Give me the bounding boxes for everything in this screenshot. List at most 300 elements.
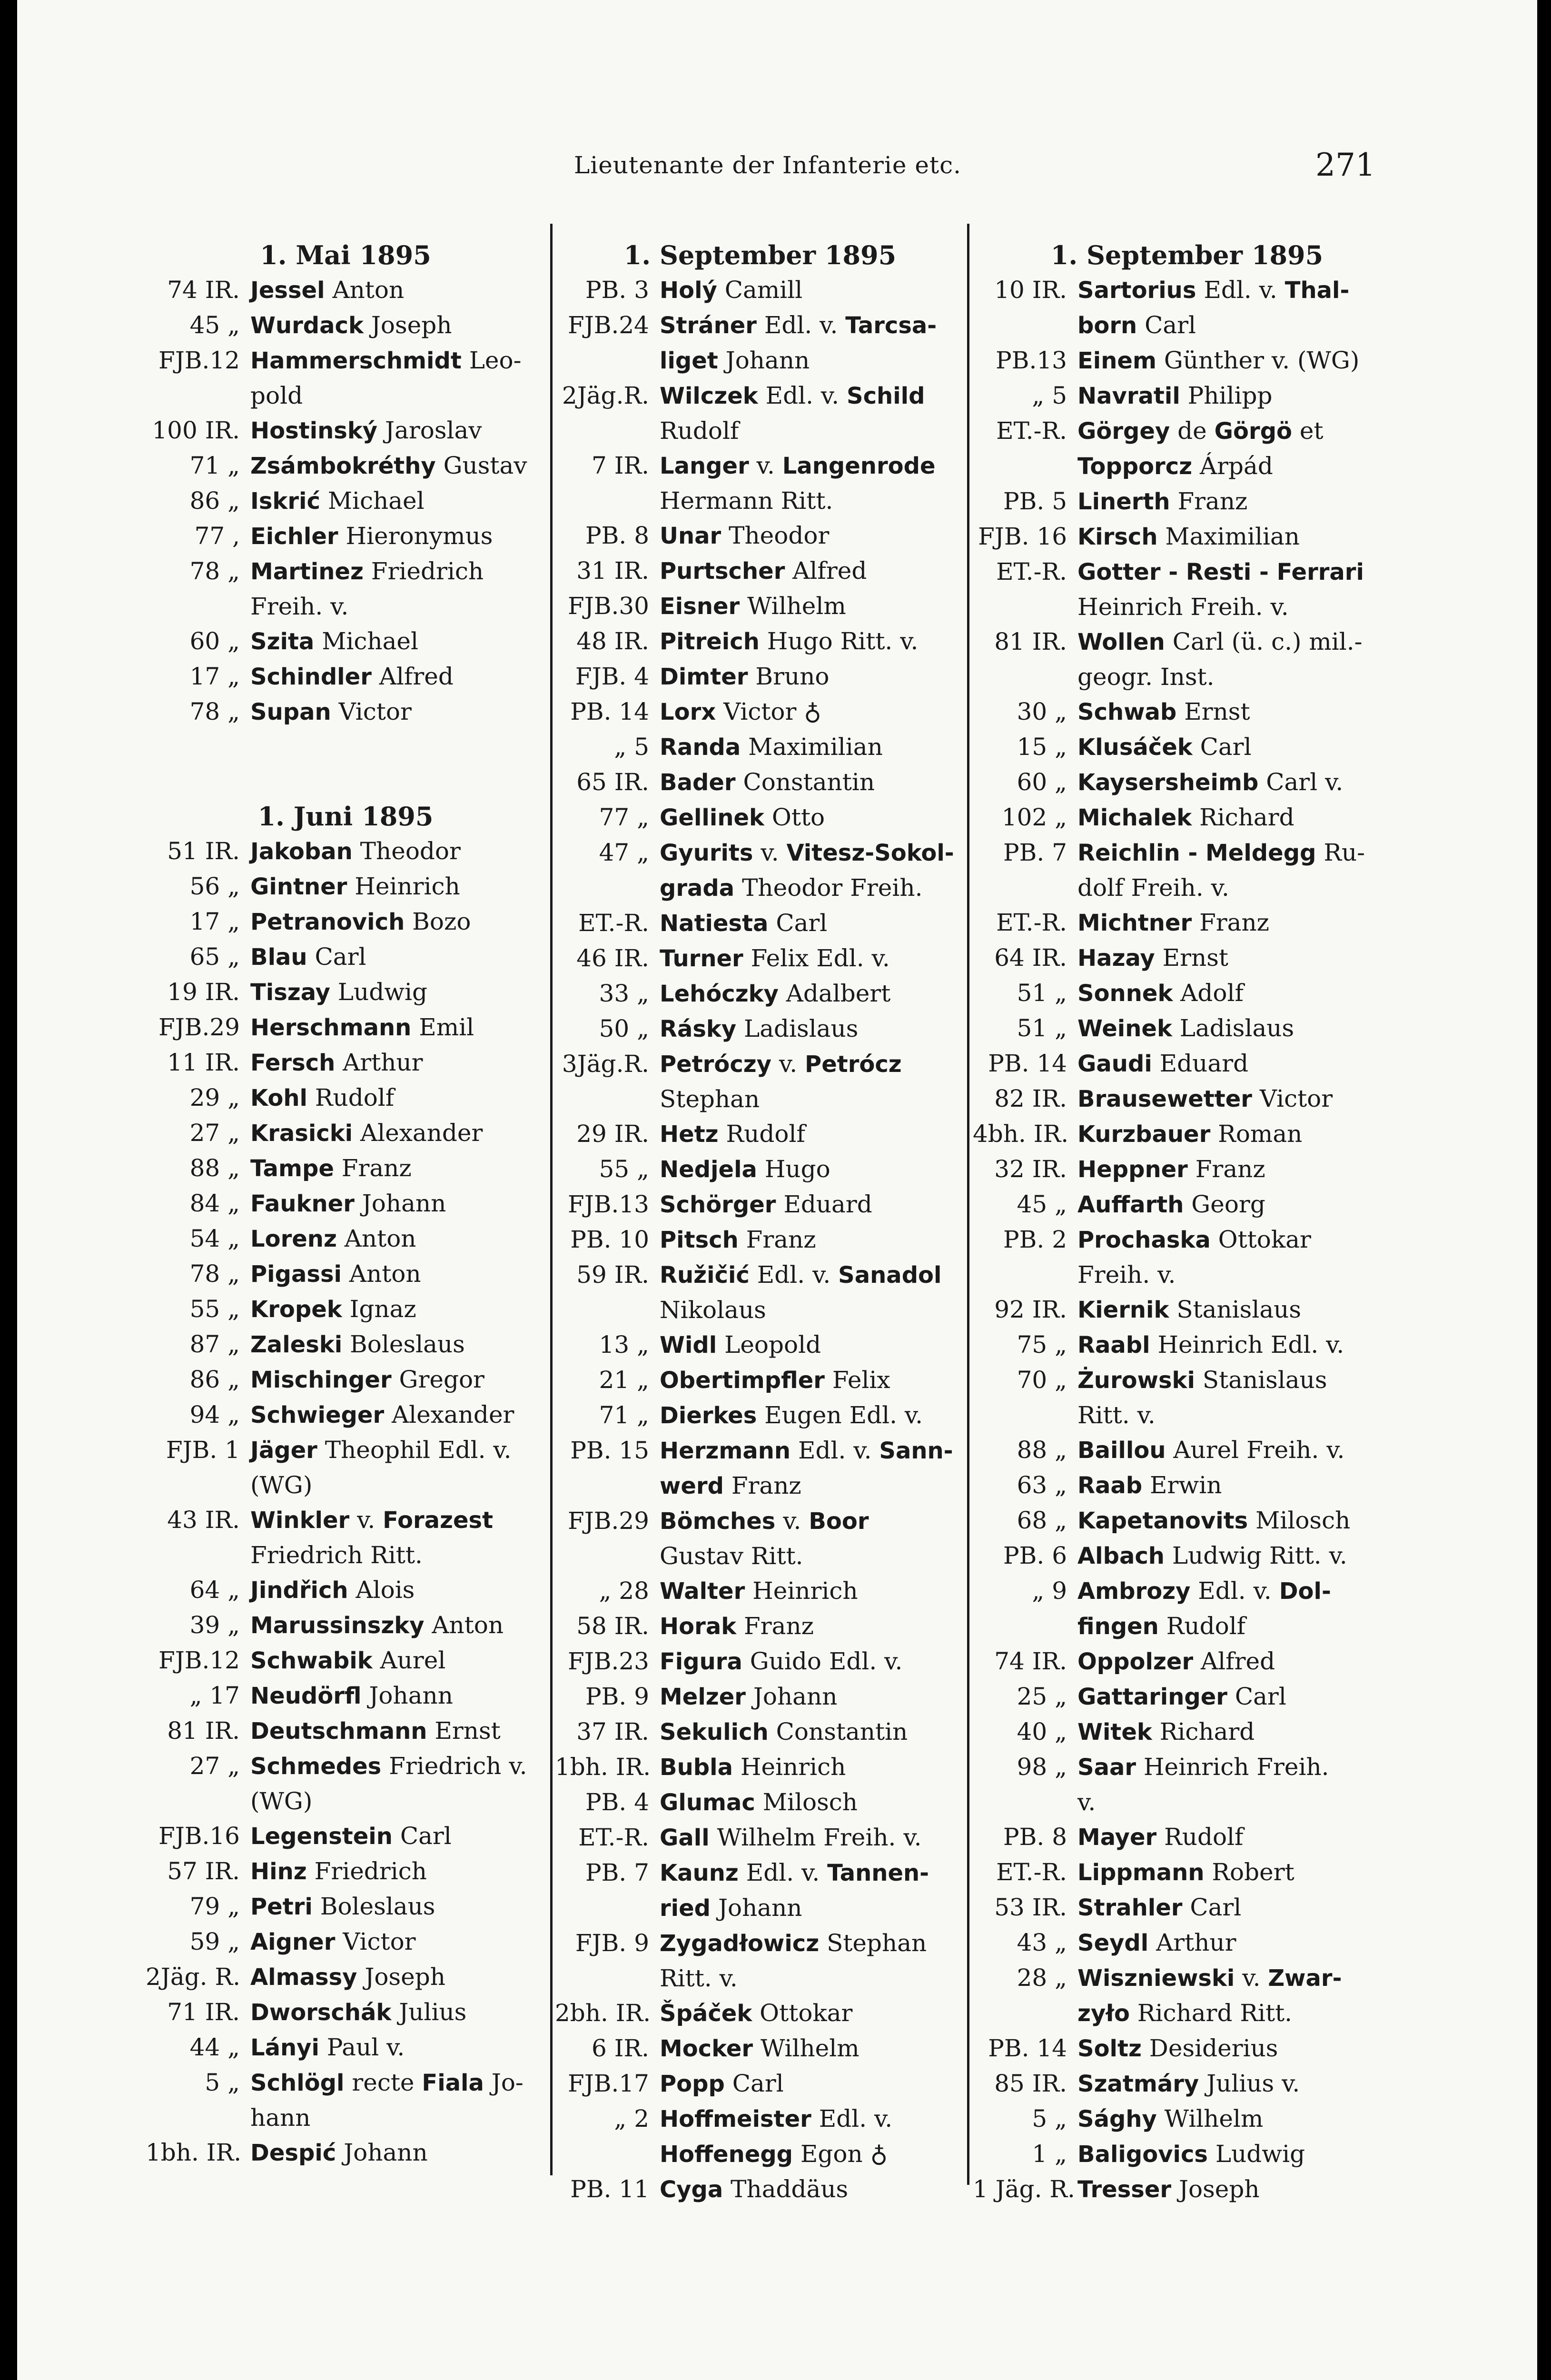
given-names: Stephan	[819, 1929, 927, 1957]
roster-entry	[555, 1820, 965, 1855]
given-names: Anton	[325, 276, 405, 304]
regiment-label: 88 „	[1017, 1436, 1067, 1464]
entry-text	[250, 308, 545, 343]
entry-line	[250, 2101, 545, 2135]
given-names: Theodor Freih.	[734, 874, 923, 902]
surname: Einem	[1077, 347, 1156, 374]
entry-line	[1077, 694, 1401, 730]
given-names: Friedrich	[363, 557, 484, 585]
entry-line	[1077, 941, 1401, 976]
given-names: Hugo	[757, 1155, 830, 1183]
entry-text	[250, 2065, 545, 2135]
given-names: Ignaz	[342, 1295, 416, 1323]
roster-entry	[555, 2102, 965, 2172]
entry-line	[250, 2135, 545, 2171]
regiment-label: PB. 10	[570, 1226, 649, 1253]
regiment-label: PB.13	[996, 347, 1067, 374]
surname: Stráner	[660, 312, 757, 339]
surname: Purtscher	[660, 558, 785, 585]
entry-line	[1077, 378, 1401, 414]
roster-entry	[146, 1292, 545, 1327]
regiment-label: FJB.29	[158, 1013, 240, 1041]
given-names: Michael	[320, 487, 425, 515]
regiment-label: FJB.16	[158, 1822, 240, 1850]
entry-text	[250, 2030, 545, 2065]
entry-text	[660, 1715, 965, 1750]
entry-text	[250, 975, 545, 1010]
roster-entry	[973, 1222, 1401, 1292]
surname: Szatmáry	[1077, 2071, 1199, 2097]
given-names: v.	[1235, 1964, 1268, 1992]
entry-line	[1077, 1609, 1401, 1644]
given-names: Richard	[1152, 1718, 1255, 1745]
roster-entry	[973, 976, 1401, 1011]
surname: Supan	[250, 699, 331, 725]
regiment-label: „ 28	[599, 1577, 649, 1605]
roster-entry	[973, 414, 1401, 484]
regiment-label: FJB.12	[158, 1646, 240, 1674]
given-names: Constantin	[768, 1718, 908, 1745]
roster-entry	[555, 1433, 965, 1504]
entry-text	[1077, 2102, 1401, 2137]
roster-entry	[146, 834, 545, 869]
surname: Horak	[660, 1613, 737, 1640]
surname: Obertimpfler	[660, 1367, 825, 1394]
surname: liget	[660, 347, 718, 374]
roster-entry	[973, 1363, 1401, 1433]
entry-text	[660, 730, 965, 765]
given-names: Heinrich	[745, 1577, 858, 1605]
given-names: Milosch	[1248, 1507, 1351, 1534]
entry-text	[250, 1151, 545, 1186]
section-gap	[146, 730, 545, 799]
given-names: v.	[775, 1507, 809, 1535]
given-names: Theophil Edl. v.	[317, 1436, 512, 1464]
entry-line	[250, 1643, 545, 1678]
entry-line	[1077, 1328, 1401, 1363]
given-names: Freih. v.	[1077, 1261, 1176, 1289]
regiment-label: 92 IR.	[994, 1296, 1067, 1323]
given-names: Victor	[331, 698, 412, 725]
predicate: Schild	[847, 383, 925, 409]
roster-entry	[146, 308, 545, 343]
entry-line	[1077, 2066, 1401, 2102]
roster-entry	[555, 1715, 965, 1750]
entry-text	[660, 1398, 965, 1433]
regiment-label: 55 „	[599, 1155, 649, 1183]
regiment-label: 3Jäg.R.	[562, 1050, 649, 1078]
entry-line	[1077, 273, 1401, 308]
given-names: Franz	[736, 1612, 814, 1640]
entry-text	[250, 869, 545, 904]
predicate: Vitesz-Sokol-	[786, 840, 954, 866]
entry-text	[250, 1398, 545, 1433]
roster-entry	[146, 1186, 545, 1221]
surname: Cyga	[660, 2176, 723, 2203]
given-names: Bruno	[748, 663, 830, 690]
regiment-label: 65 „	[189, 943, 240, 971]
roster-entry	[973, 905, 1401, 941]
roster-entry	[555, 765, 965, 800]
entry-line	[1077, 976, 1401, 1011]
given-names: Carl	[1192, 733, 1252, 761]
roster-entry	[973, 694, 1401, 730]
given-names: hann	[250, 2104, 311, 2132]
entry-text	[250, 448, 545, 484]
given-names: Johann	[718, 347, 810, 374]
surname: Navratil	[1077, 383, 1180, 409]
surname: Marussinszky	[250, 1612, 425, 1639]
roster-entry	[555, 1398, 965, 1433]
given-names: Anton	[341, 1260, 421, 1288]
surname: Dierkes	[660, 1402, 757, 1429]
given-names: Wilhelm	[740, 592, 846, 620]
entry-text	[660, 694, 965, 730]
entry-line	[1077, 1046, 1401, 1081]
roster-entry	[146, 940, 545, 975]
entry-text	[250, 1889, 545, 1924]
entry-line	[1077, 871, 1401, 905]
entry-line	[1077, 308, 1401, 343]
surname: Zaleski	[250, 1331, 343, 1358]
given-names: Carl (ü. c.) mil.-	[1165, 628, 1363, 655]
entry-line	[250, 1784, 545, 1819]
roster-entry	[146, 2030, 545, 2065]
given-names: Felix Edl. v.	[743, 944, 890, 972]
surname: Petranovich	[250, 909, 405, 935]
entry-line	[660, 1117, 965, 1152]
column-1	[146, 238, 545, 2171]
regiment-label: 5 „	[205, 2069, 240, 2096]
given-names: Carl	[1182, 1894, 1242, 1921]
roster-entry	[973, 1433, 1401, 1468]
entry-text	[250, 273, 545, 308]
predicate: Langenrode	[782, 453, 936, 479]
surname: Bömches	[660, 1508, 776, 1535]
regiment-label: 7 IR.	[592, 452, 649, 479]
entry-text	[1077, 1363, 1401, 1433]
roster-entry	[146, 1081, 545, 1116]
given-names: Ladislaus	[1172, 1014, 1294, 1042]
given-names: Philipp	[1180, 382, 1273, 409]
surname: Dworschák	[250, 1999, 392, 2026]
roster-entry	[555, 906, 965, 941]
regiment-label: FJB.12	[158, 347, 240, 374]
regiment-label: 74 IR.	[994, 1647, 1067, 1675]
surname: Schmedes	[250, 1753, 382, 1780]
regiment-label: 60 „	[189, 627, 240, 655]
given-names: Alfred	[785, 557, 867, 585]
roster-entry	[146, 1573, 545, 1608]
column-3	[973, 238, 1401, 2207]
regiment-label: 1 „	[1032, 2140, 1067, 2168]
surname: Hammerschmidt	[250, 347, 462, 374]
entry-line	[250, 343, 545, 378]
entry-line	[1077, 1468, 1401, 1503]
entry-line	[250, 1854, 545, 1889]
predicate: Fiala	[422, 2070, 484, 2096]
given-names: Franz	[334, 1154, 412, 1182]
given-names: Arthur	[1148, 1929, 1236, 1956]
entry-line	[250, 1362, 545, 1398]
surname: Turner	[660, 945, 743, 972]
given-names: Rudolf	[1158, 1612, 1246, 1640]
given-names: Erwin	[1142, 1471, 1222, 1499]
given-names: Wilhelm	[753, 2034, 859, 2062]
given-names: Friedrich	[306, 1857, 427, 1885]
roster-entry	[973, 1679, 1401, 1715]
roster-entry	[555, 941, 965, 976]
entry-text	[660, 976, 965, 1012]
roster-entry	[973, 2172, 1401, 2207]
regiment-label: 70 „	[1017, 1366, 1067, 1394]
regiment-label: 27 „	[189, 1119, 240, 1147]
entry-line	[250, 1538, 545, 1573]
surname: Auffarth	[1077, 1191, 1184, 1218]
given-names: Milosch	[755, 1788, 858, 1816]
regiment-label: FJB.29	[568, 1507, 649, 1535]
entry-text	[1077, 484, 1401, 519]
surname: Wurdack	[250, 312, 364, 339]
section-heading: 1. Juni 1895	[257, 801, 434, 832]
roster-entry	[973, 1292, 1401, 1328]
entry-text	[660, 906, 965, 941]
roster-entry	[146, 343, 545, 413]
roster-entry	[555, 308, 965, 378]
entry-line	[1077, 1644, 1401, 1679]
regiment-label: PB. 8	[1003, 1823, 1067, 1851]
surname: grada	[660, 875, 735, 902]
regiment-label: 50 „	[599, 1015, 649, 1042]
entry-line	[660, 1679, 965, 1715]
entry-line	[1077, 660, 1401, 694]
given-names: Nikolaus	[660, 1296, 766, 1324]
surname: Bubla	[660, 1754, 733, 1781]
column-divider	[550, 224, 553, 2175]
regiment-label: 86 „	[189, 487, 240, 515]
entry-line	[660, 1328, 965, 1363]
given-names: geogr. Inst.	[1077, 663, 1215, 691]
surname: Jindřich	[250, 1577, 348, 1604]
regiment-label: PB. 3	[585, 276, 649, 304]
regiment-label: 100 IR.	[152, 416, 240, 444]
given-names: Arthur	[335, 1049, 423, 1076]
entry-text	[660, 659, 965, 694]
roster-entry	[555, 1047, 965, 1117]
entry-text	[1077, 2031, 1401, 2066]
regiment-label: 64 IR.	[994, 944, 1067, 972]
regiment-label: 78 „	[189, 698, 240, 725]
roster-entry	[555, 800, 965, 835]
regiment-label: 15 „	[1017, 733, 1067, 761]
regiment-label: PB. 4	[585, 1788, 649, 1816]
regiment-label: 1bh. IR.	[146, 2139, 242, 2166]
regiment-label: PB. 6	[1003, 1542, 1067, 1569]
entry-line	[660, 1152, 965, 1187]
roster-entry	[973, 1503, 1401, 1538]
given-names: Egon ♁	[793, 2140, 888, 2168]
entry-line	[660, 1785, 965, 1820]
entry-line	[660, 1363, 965, 1398]
regiment-label: 78 „	[189, 1260, 240, 1288]
roster-entry	[973, 2031, 1401, 2066]
regiment-label: 71 „	[599, 1401, 649, 1429]
roster-entry	[973, 1574, 1401, 1644]
entry-text	[250, 624, 545, 659]
surname: Lippmann	[1077, 1859, 1205, 1886]
section-heading: 1. Mai 1895	[260, 240, 431, 270]
given-names: Alfred	[371, 663, 454, 690]
roster-entry	[146, 1960, 545, 1995]
regiment-label: PB. 5	[1003, 487, 1067, 515]
regiment-label: 43 IR.	[167, 1506, 240, 1534]
entry-text	[660, 800, 965, 835]
regiment-label: „ 9	[1032, 1577, 1067, 1605]
entry-line	[660, 1855, 965, 1891]
given-names: Edl. v.	[1196, 276, 1285, 304]
entry-line	[1077, 2102, 1401, 2137]
roster-entry	[973, 1961, 1401, 2031]
given-names: v.	[1077, 1788, 1096, 1816]
regiment-label: 84 „	[189, 1190, 240, 1217]
roster-entry	[973, 2102, 1401, 2137]
regiment-label: FJB.24	[568, 311, 649, 339]
given-names: recte	[344, 2069, 422, 2096]
entry-text	[660, 1012, 965, 1047]
given-names: Wilhelm	[1156, 2105, 1264, 2132]
entry-line	[1077, 1574, 1401, 1609]
regiment-label: 55 „	[189, 1295, 240, 1323]
regiment-label: 54 „	[189, 1225, 240, 1252]
roster-entry	[973, 835, 1401, 905]
given-names: Georg	[1184, 1190, 1265, 1218]
entry-line	[1077, 1152, 1401, 1187]
roster-entry	[973, 1011, 1401, 1046]
entry-text	[660, 448, 965, 518]
roster-entry	[146, 1362, 545, 1398]
surname: Sekulich	[660, 1719, 769, 1745]
entry-line	[660, 659, 965, 694]
regiment-label: 46 IR.	[576, 944, 649, 972]
entry-line	[660, 1047, 965, 1082]
given-names: Alfred	[1193, 1647, 1275, 1675]
entry-line	[1077, 1890, 1401, 1925]
entry-text	[250, 1749, 545, 1819]
entry-line	[250, 1151, 545, 1186]
given-names: Franz	[723, 1472, 801, 1499]
entry-text	[250, 694, 545, 730]
entry-text	[1077, 1222, 1401, 1292]
entry-text	[1077, 1117, 1401, 1152]
roster-entry	[973, 378, 1401, 414]
surname: Jessel	[250, 277, 325, 304]
entry-text	[250, 1292, 545, 1327]
given-names: v.	[771, 1050, 805, 1078]
regiment-label: 29 IR.	[576, 1120, 649, 1148]
given-names: Gustav	[435, 452, 527, 479]
surname: Klusáček	[1077, 734, 1193, 761]
given-names: Desiderius	[1141, 2034, 1278, 2062]
entry-line	[1077, 835, 1401, 871]
entry-line	[1077, 1398, 1401, 1433]
entry-line	[250, 1924, 545, 1960]
regiment-label: PB. 14	[988, 2034, 1067, 2062]
entry-text	[1077, 1187, 1401, 1222]
surname: Winkler	[250, 1507, 350, 1534]
entry-line	[250, 1398, 545, 1433]
entry-text	[250, 1819, 545, 1854]
regiment-label: FJB. 1	[166, 1436, 240, 1464]
given-names: Adalbert	[778, 980, 891, 1007]
roster-entry	[146, 659, 545, 694]
entry-text	[1077, 1574, 1401, 1644]
surname: Bader	[660, 769, 736, 796]
given-names: pold	[250, 382, 303, 409]
entry-line	[1077, 2172, 1401, 2207]
surname: fingen	[1077, 1613, 1159, 1640]
entry-line	[250, 1257, 545, 1292]
surname: Fersch	[250, 1050, 336, 1076]
surname: Tiszay	[250, 979, 330, 1006]
entry-line	[250, 448, 545, 484]
roster-entry	[973, 519, 1401, 555]
roster-entry	[973, 1750, 1401, 1820]
roster-entry	[146, 1398, 545, 1433]
entry-line	[660, 835, 965, 871]
entry-line	[660, 800, 965, 835]
surname: Randa	[660, 734, 741, 761]
entry-text	[1077, 1644, 1401, 1679]
given-names: Ernst	[1155, 944, 1228, 972]
entry-text	[1077, 1855, 1401, 1890]
section-heading: 1. September 1895	[1050, 240, 1324, 270]
roster-entry	[555, 1785, 965, 1820]
entry-text	[660, 1574, 965, 1609]
surname: Iskrić	[250, 488, 320, 515]
entry-text	[1077, 1433, 1401, 1468]
roster-entry	[555, 694, 965, 730]
entry-line	[250, 2065, 545, 2101]
regiment-label: 78 „	[189, 557, 240, 585]
surname: Lányi	[250, 2034, 319, 2061]
regiment-label: ET.-R.	[578, 909, 649, 937]
surname: Pitreich	[660, 628, 760, 655]
entry-text	[1077, 800, 1401, 835]
given-names: Roman	[1210, 1120, 1303, 1148]
roster-entry	[555, 1750, 965, 1785]
regiment-label: 10 IR.	[994, 276, 1067, 304]
regiment-label: 65 IR.	[576, 768, 649, 796]
surname: Widl	[660, 1332, 717, 1359]
entry-text	[250, 519, 545, 554]
entry-text	[250, 1573, 545, 1608]
regiment-label: 17 „	[189, 663, 240, 690]
regiment-label: 45 „	[189, 311, 240, 339]
entry-line	[1077, 590, 1401, 625]
given-names: (WG)	[250, 1471, 313, 1499]
regiment-label: 79 „	[189, 1893, 240, 1920]
surname: Kirsch	[1077, 524, 1158, 550]
entry-text	[250, 343, 545, 413]
entry-text	[1077, 343, 1401, 378]
entry-text	[660, 1926, 965, 1996]
given-names: Adolf	[1173, 979, 1244, 1007]
entry-text	[660, 765, 965, 800]
surname: Walter	[660, 1578, 745, 1605]
entry-line	[1077, 1679, 1401, 1715]
surname: Hazay	[1077, 945, 1155, 972]
entry-line	[660, 871, 965, 906]
